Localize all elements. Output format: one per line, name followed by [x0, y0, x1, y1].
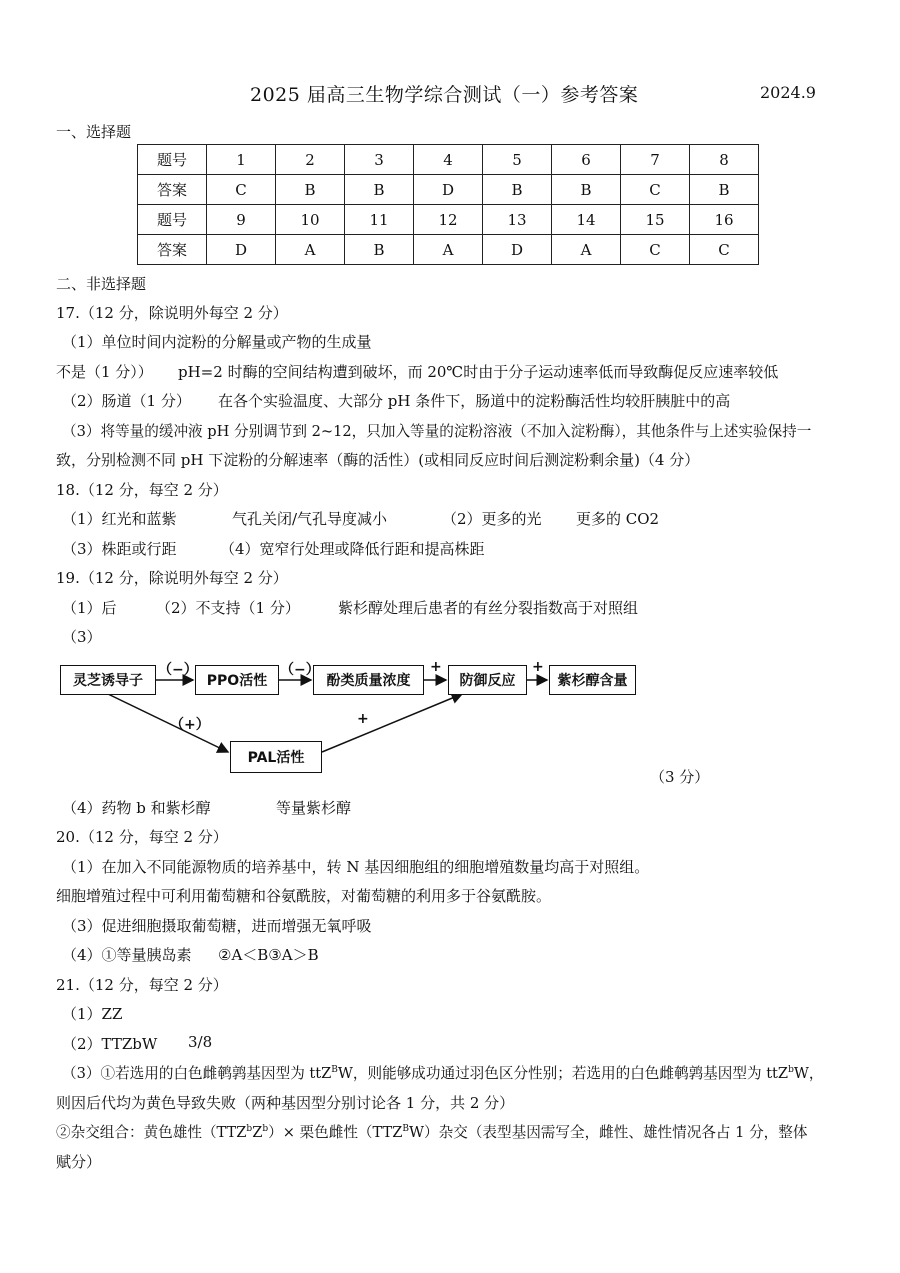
sign-inhibit-2: （−）	[280, 662, 320, 678]
table-cell: B	[552, 175, 621, 205]
section-heading-nonchoice: 二、非选择题	[56, 275, 147, 293]
q21-line-3-part1: （3）①若选用的白色雌鹌鹑基因型为 ttZ	[62, 1065, 332, 1082]
sign-promote-3: +	[430, 659, 442, 675]
diagram-box-pal: PAL活性	[230, 741, 322, 773]
diagram-box-taxol: 紫杉醇含量	[549, 665, 636, 695]
table-cell: 15	[621, 205, 690, 235]
diagram-box-defense: 防御反应	[448, 665, 527, 695]
q19-line-3a: （4）药物 b 和紫杉醇	[62, 799, 211, 817]
q18-heading: 18.（12 分，每空 2 分）	[56, 481, 228, 499]
q17-line-1: （1）单位时间内淀粉的分解量或产物的生成量	[62, 333, 372, 351]
q21-line-5-part2: Z	[252, 1124, 263, 1141]
table-cell: 12	[414, 205, 483, 235]
q17-heading: 17.（12 分，除说明外每空 2 分）	[56, 304, 288, 322]
q21-line-5-part3: ）× 栗色雌性（TTZ	[268, 1124, 403, 1141]
table-cell: 13	[483, 205, 552, 235]
q18-line-1d: 更多的 CO2	[576, 510, 660, 528]
page-title: 2025 届高三生物学综合测试（一）参考答案	[250, 84, 639, 106]
table-cell: 16	[690, 205, 759, 235]
q18-line-2a: （3）株距或行距	[62, 540, 177, 558]
q19-line-1c: 紫杉醇处理后患者的有丝分裂指数高于对照组	[338, 599, 639, 617]
q17-line-2a: 不是（1 分））	[56, 363, 153, 381]
arrow-1-6	[108, 694, 228, 752]
section-heading-choice: 一、选择题	[56, 123, 132, 141]
diagram-box-ppo: PPO活性	[195, 665, 279, 695]
q21-line-1: （1）ZZ	[62, 1005, 123, 1023]
table-cell: 14	[552, 205, 621, 235]
table-cell: 10	[276, 205, 345, 235]
table-cell: 9	[207, 205, 276, 235]
table-cell: C	[690, 235, 759, 265]
table-cell: 5	[483, 145, 552, 175]
table-cell: 1	[207, 145, 276, 175]
table-cell-label: 答案	[138, 235, 207, 265]
sign-inhibit-1: （−）	[158, 662, 198, 678]
table-cell: 11	[345, 205, 414, 235]
q21-line-2a: （2）TTZbW	[62, 1035, 158, 1053]
q21-line-5-part1: ②杂交组合：黄色雄性（TTZ	[56, 1124, 247, 1141]
q21-line-5-sup3: B	[402, 1124, 410, 1134]
q20-line-1: （1）在加入不同能源物质的培养基中，转 N 基因细胞组的细胞增殖数量均高于对照组。	[62, 858, 650, 876]
table-cell: B	[276, 175, 345, 205]
table-cell-label: 题号	[138, 205, 207, 235]
q19-line-2: （3）	[62, 628, 102, 646]
table-cell: C	[621, 235, 690, 265]
q21-line-3	[62, 1062, 823, 1083]
q20-heading: 20.（12 分，每空 2 分）	[56, 828, 228, 846]
table-cell: 6	[552, 145, 621, 175]
q19-line-1b: （2）不支持（1 分）	[156, 599, 300, 617]
q19-line-3b: 等量紫杉醇	[276, 799, 352, 817]
q21-line-2b: 3/8	[188, 1033, 213, 1051]
q17-line-5: 致，分别检测不同 pH 下淀粉的分解速率（酶的活性）(或相同反应时间后测淀粉剩余量)（4 分）	[56, 451, 700, 469]
q21-line-3-sup2: b	[788, 1065, 794, 1075]
q17-line-3b: 在各个实验温度、大部分 pH 条件下，肠道中的淀粉酶活性均较肝胰脏中的高	[218, 392, 731, 410]
table-cell: B	[345, 235, 414, 265]
q20-line-4b: ②A＜B③A＞B	[218, 946, 319, 964]
table-cell: 4	[414, 145, 483, 175]
document-date: 2024.9	[760, 83, 816, 102]
table-cell: 7	[621, 145, 690, 175]
q17-line-2b: pH=2 时酶的空间结构遭到破坏，而 20℃时由于分子运动速率低而导致酶促反应速率较低	[178, 363, 779, 381]
table-cell: B	[483, 175, 552, 205]
table-cell-label: 答案	[138, 175, 207, 205]
table-cell: 2	[276, 145, 345, 175]
table-cell: B	[690, 175, 759, 205]
q21-line-4: 则因后代均为黄色导致失败（两种基因型分别讨论各 1 分，共 2 分）	[56, 1094, 515, 1112]
table-cell: 8	[690, 145, 759, 175]
q21-line-5-sup1: b	[246, 1124, 253, 1134]
q18-line-1b: 气孔关闭/气孔导度减小	[232, 510, 388, 528]
q21-line-3-sup1: B	[331, 1065, 338, 1075]
table-cell: C	[621, 175, 690, 205]
table-cell: A	[276, 235, 345, 265]
table-cell: A	[414, 235, 483, 265]
q17-line-3a: （2）肠道（1 分）	[62, 392, 191, 410]
q21-heading: 21.（12 分，每空 2 分）	[56, 976, 228, 994]
q21-line-5	[56, 1121, 807, 1142]
table-cell: D	[414, 175, 483, 205]
q18-line-2b: （4）宽窄行处理或降低行距和提高株距	[220, 540, 485, 558]
q18-line-1c: （2）更多的光	[442, 510, 542, 528]
table-cell: D	[483, 235, 552, 265]
table-cell: C	[207, 175, 276, 205]
sign-promote-4: +	[532, 659, 544, 675]
diagram-box-inducer: 灵芝诱导子	[60, 665, 156, 695]
q20-line-4a: （4）①等量胰岛素	[62, 946, 192, 964]
table-cell: A	[552, 235, 621, 265]
q21-line-6: 赋分）	[56, 1153, 102, 1171]
q17-line-4: （3）将等量的缓冲液 pH 分别调节到 2~12，只加入等量的淀粉溶液（不加入淀粉酶），其他条件与上述实验保持一	[62, 423, 812, 440]
sign-promote-pal: （+）	[170, 717, 210, 733]
q19-heading: 19.（12 分，除说明外每空 2 分）	[56, 569, 288, 587]
table-cell: B	[345, 175, 414, 205]
arrow-6-4	[322, 694, 462, 752]
q19-line-1a: （1）后	[62, 599, 117, 617]
q18-line-1a: （1）红光和蓝紫	[62, 510, 177, 528]
table-cell: D	[207, 235, 276, 265]
table-cell-label: 题号	[138, 145, 207, 175]
q19-diagram-score: （3 分）	[650, 768, 710, 786]
q21-line-3-part2: W，则能够成功通过羽色区分性别；若选用的白色雌鹌鹑基因型为 ttZ	[337, 1065, 789, 1082]
sign-promote-pal-defense: +	[357, 711, 369, 727]
q20-line-3: （3）促进细胞摄取葡萄糖，进而增强无氧呼吸	[62, 917, 372, 935]
q21-line-5-sup2: b	[262, 1124, 269, 1134]
diagram-box-phenol: 酚类质量浓度	[313, 665, 424, 695]
q21-line-5-part4: W）杂交（表型基因需写全，雌性、雄性情况各占 1 分，整体	[409, 1124, 808, 1141]
table-cell: 3	[345, 145, 414, 175]
q20-line-2: 细胞增殖过程中可利用葡萄糖和谷氨酰胺，对葡萄糖的利用多于谷氨酰胺。	[56, 887, 552, 905]
q21-line-3-part3: W，	[793, 1065, 824, 1082]
